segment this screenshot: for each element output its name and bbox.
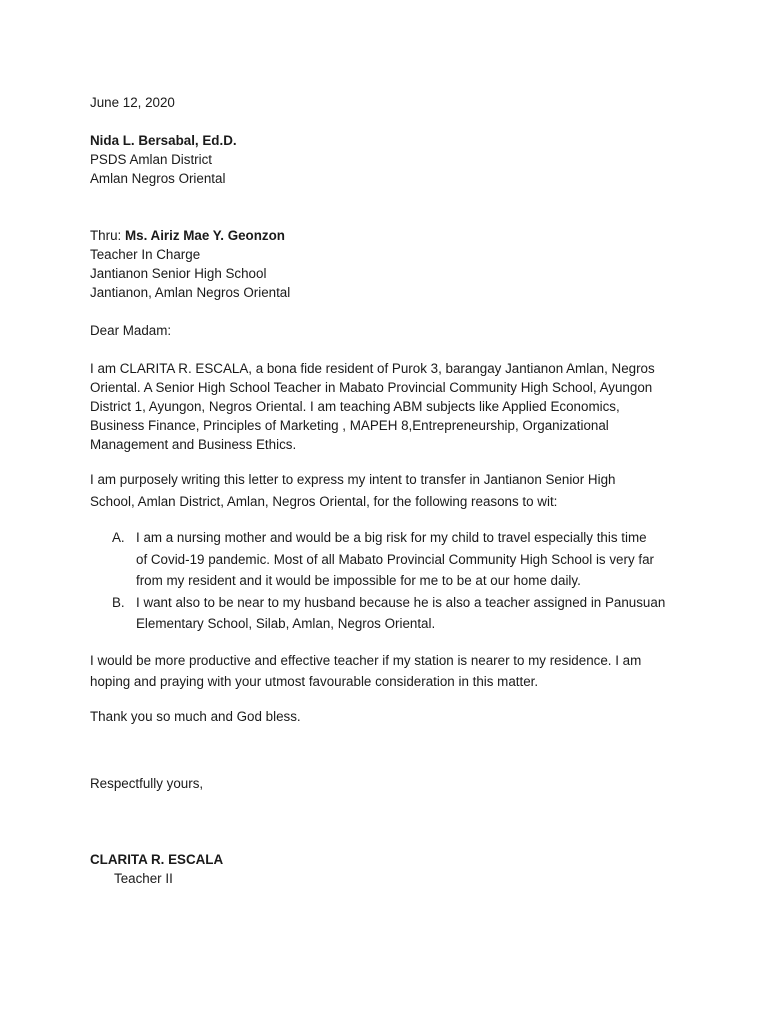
reason-line: from my resident and it would be impossible for me to be at our home daily. [136, 573, 581, 588]
closing-paragraph [90, 650, 690, 692]
recipient-block [90, 131, 690, 188]
intro-line: District 1, Ayungon, Negros Oriental. I am teaching ABM subjects like Applied Economics, [90, 399, 620, 414]
reason-line: I am a nursing mother and would be a big risk for my child to travel especially this time [136, 530, 647, 545]
signatory-name: CLARITA R. ESCALA [90, 851, 224, 867]
thru-address: Jantianon, Amlan Negros Oriental [90, 285, 291, 300]
thanks-line: Thank you so much and God bless. [90, 708, 301, 724]
salutation: Dear Madam: [90, 323, 172, 338]
signature-block [90, 850, 690, 888]
reason-line: I want also to be near to my husband because he is also a teacher assigned in Panusuan [136, 594, 666, 610]
list-marker: B. [112, 594, 125, 610]
recipient-position: PSDS Amlan District [90, 152, 213, 167]
thru-position: Teacher In Charge [90, 247, 201, 262]
purpose-line: I am purposely writing this letter to express my intent to transfer in Jantianon Senior High [90, 472, 616, 487]
closing-line: I would be more productive and effective teacher if my station is nearer to my residence. I am [90, 652, 642, 668]
thru-block [90, 226, 690, 302]
reason-line: of Covid-19 pandemic. Most of all Mabato Provincial Community High School is very far [136, 551, 654, 567]
recipient-address: Amlan Negros Oriental [90, 171, 226, 186]
list-marker: A. [112, 530, 125, 545]
closing-line: hoping and praying with your utmost favourable consideration in this matter. [90, 673, 539, 689]
intro-paragraph [90, 359, 690, 454]
thru-prefix: Thru: [90, 228, 122, 243]
thru-name: Ms. Airiz Mae Y. Geonzon [125, 228, 285, 243]
reasons-list [90, 527, 690, 635]
recipient-name: Nida L. Bersabal, Ed.D. [90, 133, 237, 148]
letter-date: June 12, 2020 [90, 95, 175, 110]
purpose-paragraph [90, 469, 690, 512]
intro-line: I am CLARITA R. ESCALA, a bona fide resident of Purok 3, barangay Jantianon Amlan, Negros [90, 361, 655, 376]
intro-line: Management and Business Ethics. [90, 437, 297, 452]
purpose-line: School, Amlan District, Amlan, Negros Oriental, for the following reasons to wit: [90, 493, 558, 509]
reason-line: Elementary School, Silab, Amlan, Negros Oriental. [136, 616, 436, 631]
list-item [90, 527, 676, 592]
thru-school: Jantianon Senior High School [90, 266, 267, 281]
signatory-title: Teacher II [114, 870, 173, 886]
list-item [90, 592, 676, 635]
intro-line: Business Finance, Principles of Marketing , MAPEH 8,Entrepreneurship, Organizational [90, 418, 609, 433]
complimentary-close: Respectfully yours, [90, 775, 204, 791]
letter [90, 93, 690, 888]
intro-line: Oriental. A Senior High School Teacher in Mabato Provincial Community High School, Ayungon [90, 380, 653, 395]
